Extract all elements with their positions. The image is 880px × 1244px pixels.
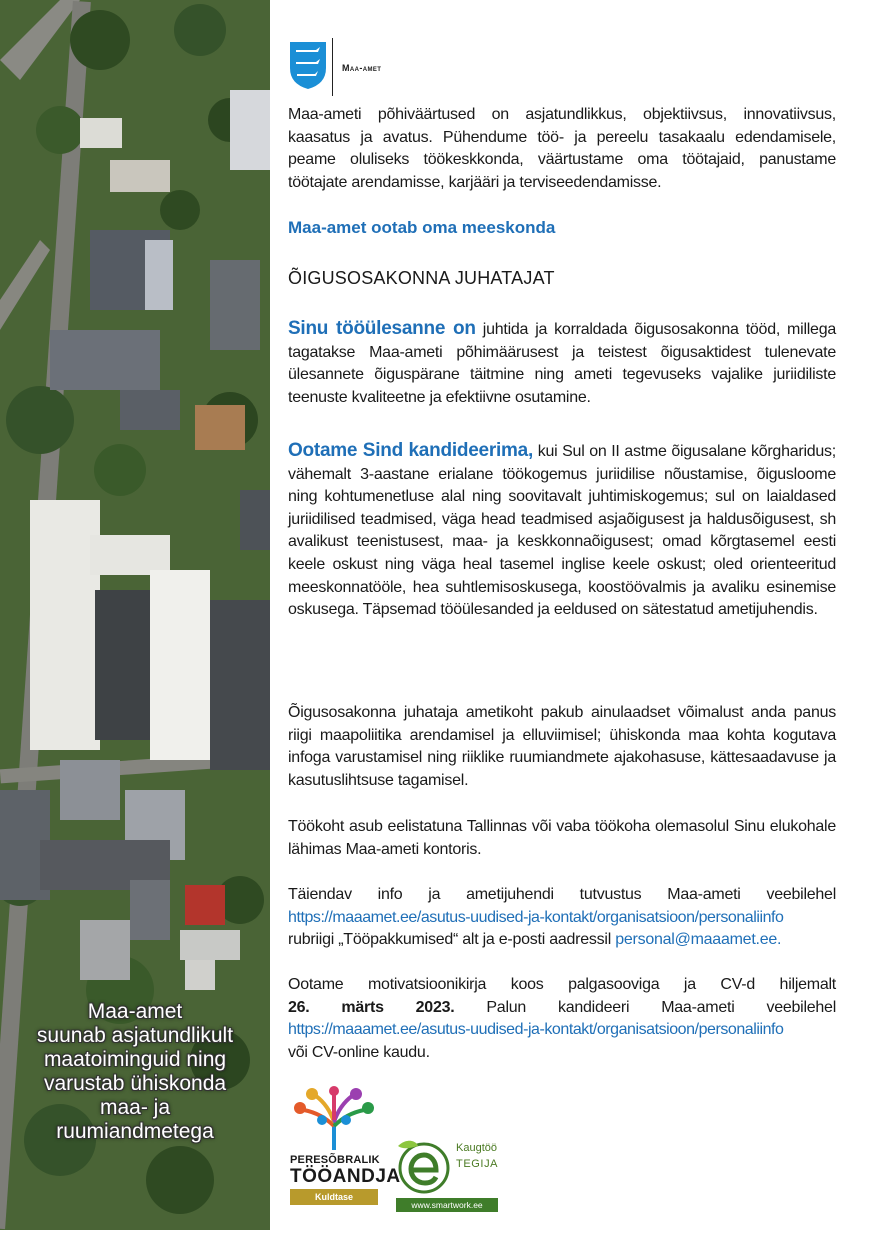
task-lead: Sinu tööülesanne on [288,318,476,339]
task-text: juhtida ja korraldada õigusosakonna tööd, millega tagatakse Maa-ameti põhimäärusest ja teistest õigusaktidest tulenevate ülesannete õiguspärane täitmine ning ameti tegevuseks vajalike juriidiliste teenuste kvaliteetne ja efektiivne osutamine. [288,321,836,406]
info-section [288,884,836,952]
caption-line: ruumiandmetega [56,1120,214,1143]
employer-line2: TÖÖANDJA [290,1166,401,1187]
deadline-line [288,997,836,1020]
employer-badge: Kuldtase [290,1189,378,1205]
position-section [288,268,836,289]
requirements-section [288,440,836,622]
info-intro: Täiendav info ja ametijuhendi tutvustus Maa-ameti veebilehel [288,886,836,903]
apply-lead: Ootame Sind kandideerima, [288,440,534,461]
caption-line: maatoiminguid ning [43,1048,227,1071]
offer-section [288,702,836,792]
caption-line: Maa-amet [87,1000,183,1023]
org-name: Maa-amet [342,63,382,73]
team-heading: Maa-amet ootab oma meeskonda [288,218,556,237]
deadline-link-line[interactable] [288,1019,836,1042]
values-section [288,104,836,194]
task-paragraph [288,318,836,409]
smartwork-logo [394,1136,504,1212]
location-paragraph: Töökoht asub eelistatuna Tallinnas või vaba töökoha olemasolul Sinu elukohale lähimas Maa-ameti kontoris. [288,818,836,858]
values-paragraph: Maa-ameti põhiväärtused on asjatundlikkus, objektiivsus, innovatiivsus, kaasatus ja avatus. Pühendume töö- ja pereelu tasakaalu edendamisele, peame oluliseks töökeskkonda, väärtustame oma töötajaid, panustame töötajate arendamisse, karjääri ja terviseedendamisse. [288,106,836,191]
info-link[interactable] [288,907,836,930]
aerial-photo [0,0,270,1230]
personaliinfo-link[interactable]: https://maaamet.ee/asutus-uudised-ja-kontakt/organisatsioon/personaliinfo [288,908,784,926]
deadline-section [288,974,836,1064]
deadline-date: 26. märts 2023. [288,998,455,1016]
smartwork-line1: Kaugtöö [456,1142,497,1154]
deadline-intro: Ootame motivatsioonikirja koos palgasooviga ja CV-d hiljemalt [288,976,836,993]
smartwork-line2: TEGIJA [456,1158,499,1170]
deadline-after: Palun kandideeri Maa-ameti veebilehel [454,998,837,1016]
logo-divider [332,38,333,96]
info-rubric [288,929,836,952]
smartwork-e-icon [394,1136,454,1196]
team-heading-section [288,218,836,238]
people-tree-icon [290,1086,378,1152]
caption-line: suunab asjatundlikult [36,1024,234,1047]
application-link[interactable]: https://maaamet.ee/asutus-uudised-ja-kontakt/organisatsioon/personaliinfo [288,1021,784,1039]
email-link[interactable]: personal@maaamet.ee. [615,931,782,949]
apply-text: kui Sul on II astme õigusalane kõrgharidus; vähemalt 3-aastane erialane töökogemus juriidilise nõustamise, õigusloome ning kohtumenetluse alal ning soovitavalt juhtimiskogemus; sul on laialdased juriidilised teadmised, väga head teadmised asjaõigusest ja haldusõigusest, sh avalikust teenistusest, maa- ja keskkonnaõigusest; omad kõrgtasemel eesti keele oskust ning väga heal tasemel inglise keele oskust; oled orienteeritud meeskonnatööle, hea suhtlemisoskusega, koostöövalmis ja avaliku esinemise oskusega. Täpsemad tööülesanded ja eeldused on sätestatud ametijuhendis. [288,443,836,619]
crest-icon [288,40,328,90]
requirements-paragraph [288,440,836,622]
info-mid: rubriigi „Tööpakkumised“ alt ja e-posti aadressil [288,931,616,949]
smartwork-url: www.smartwork.ee [396,1198,498,1212]
caption-line: varustab ühiskonda [43,1072,227,1095]
photo-caption [0,1000,270,1144]
deadline-end: või CV-online kaudu. [288,1043,430,1061]
caption-line: maa- ja [99,1096,171,1119]
family-friendly-employer-logo [290,1086,401,1210]
location-section [288,816,836,861]
offer-paragraph: Õigusosakonna juhataja ametikoht pakub ainulaadset võimalust anda panus riigi maapoliitika arendamisel ja elluviimisel; ühiskonda maa kohta kogutava infoga varustamisel ning riiklike ruumiandmete ajakohasuse, kättesaadavuse ja kasutuslihtsuse tagamisel. [288,704,836,789]
employer-line1: PERESÕBRALIK [290,1154,380,1166]
position-title: ÕIGUSOSAKONNA JUHATAJAT [288,268,555,288]
task-section [288,318,836,409]
